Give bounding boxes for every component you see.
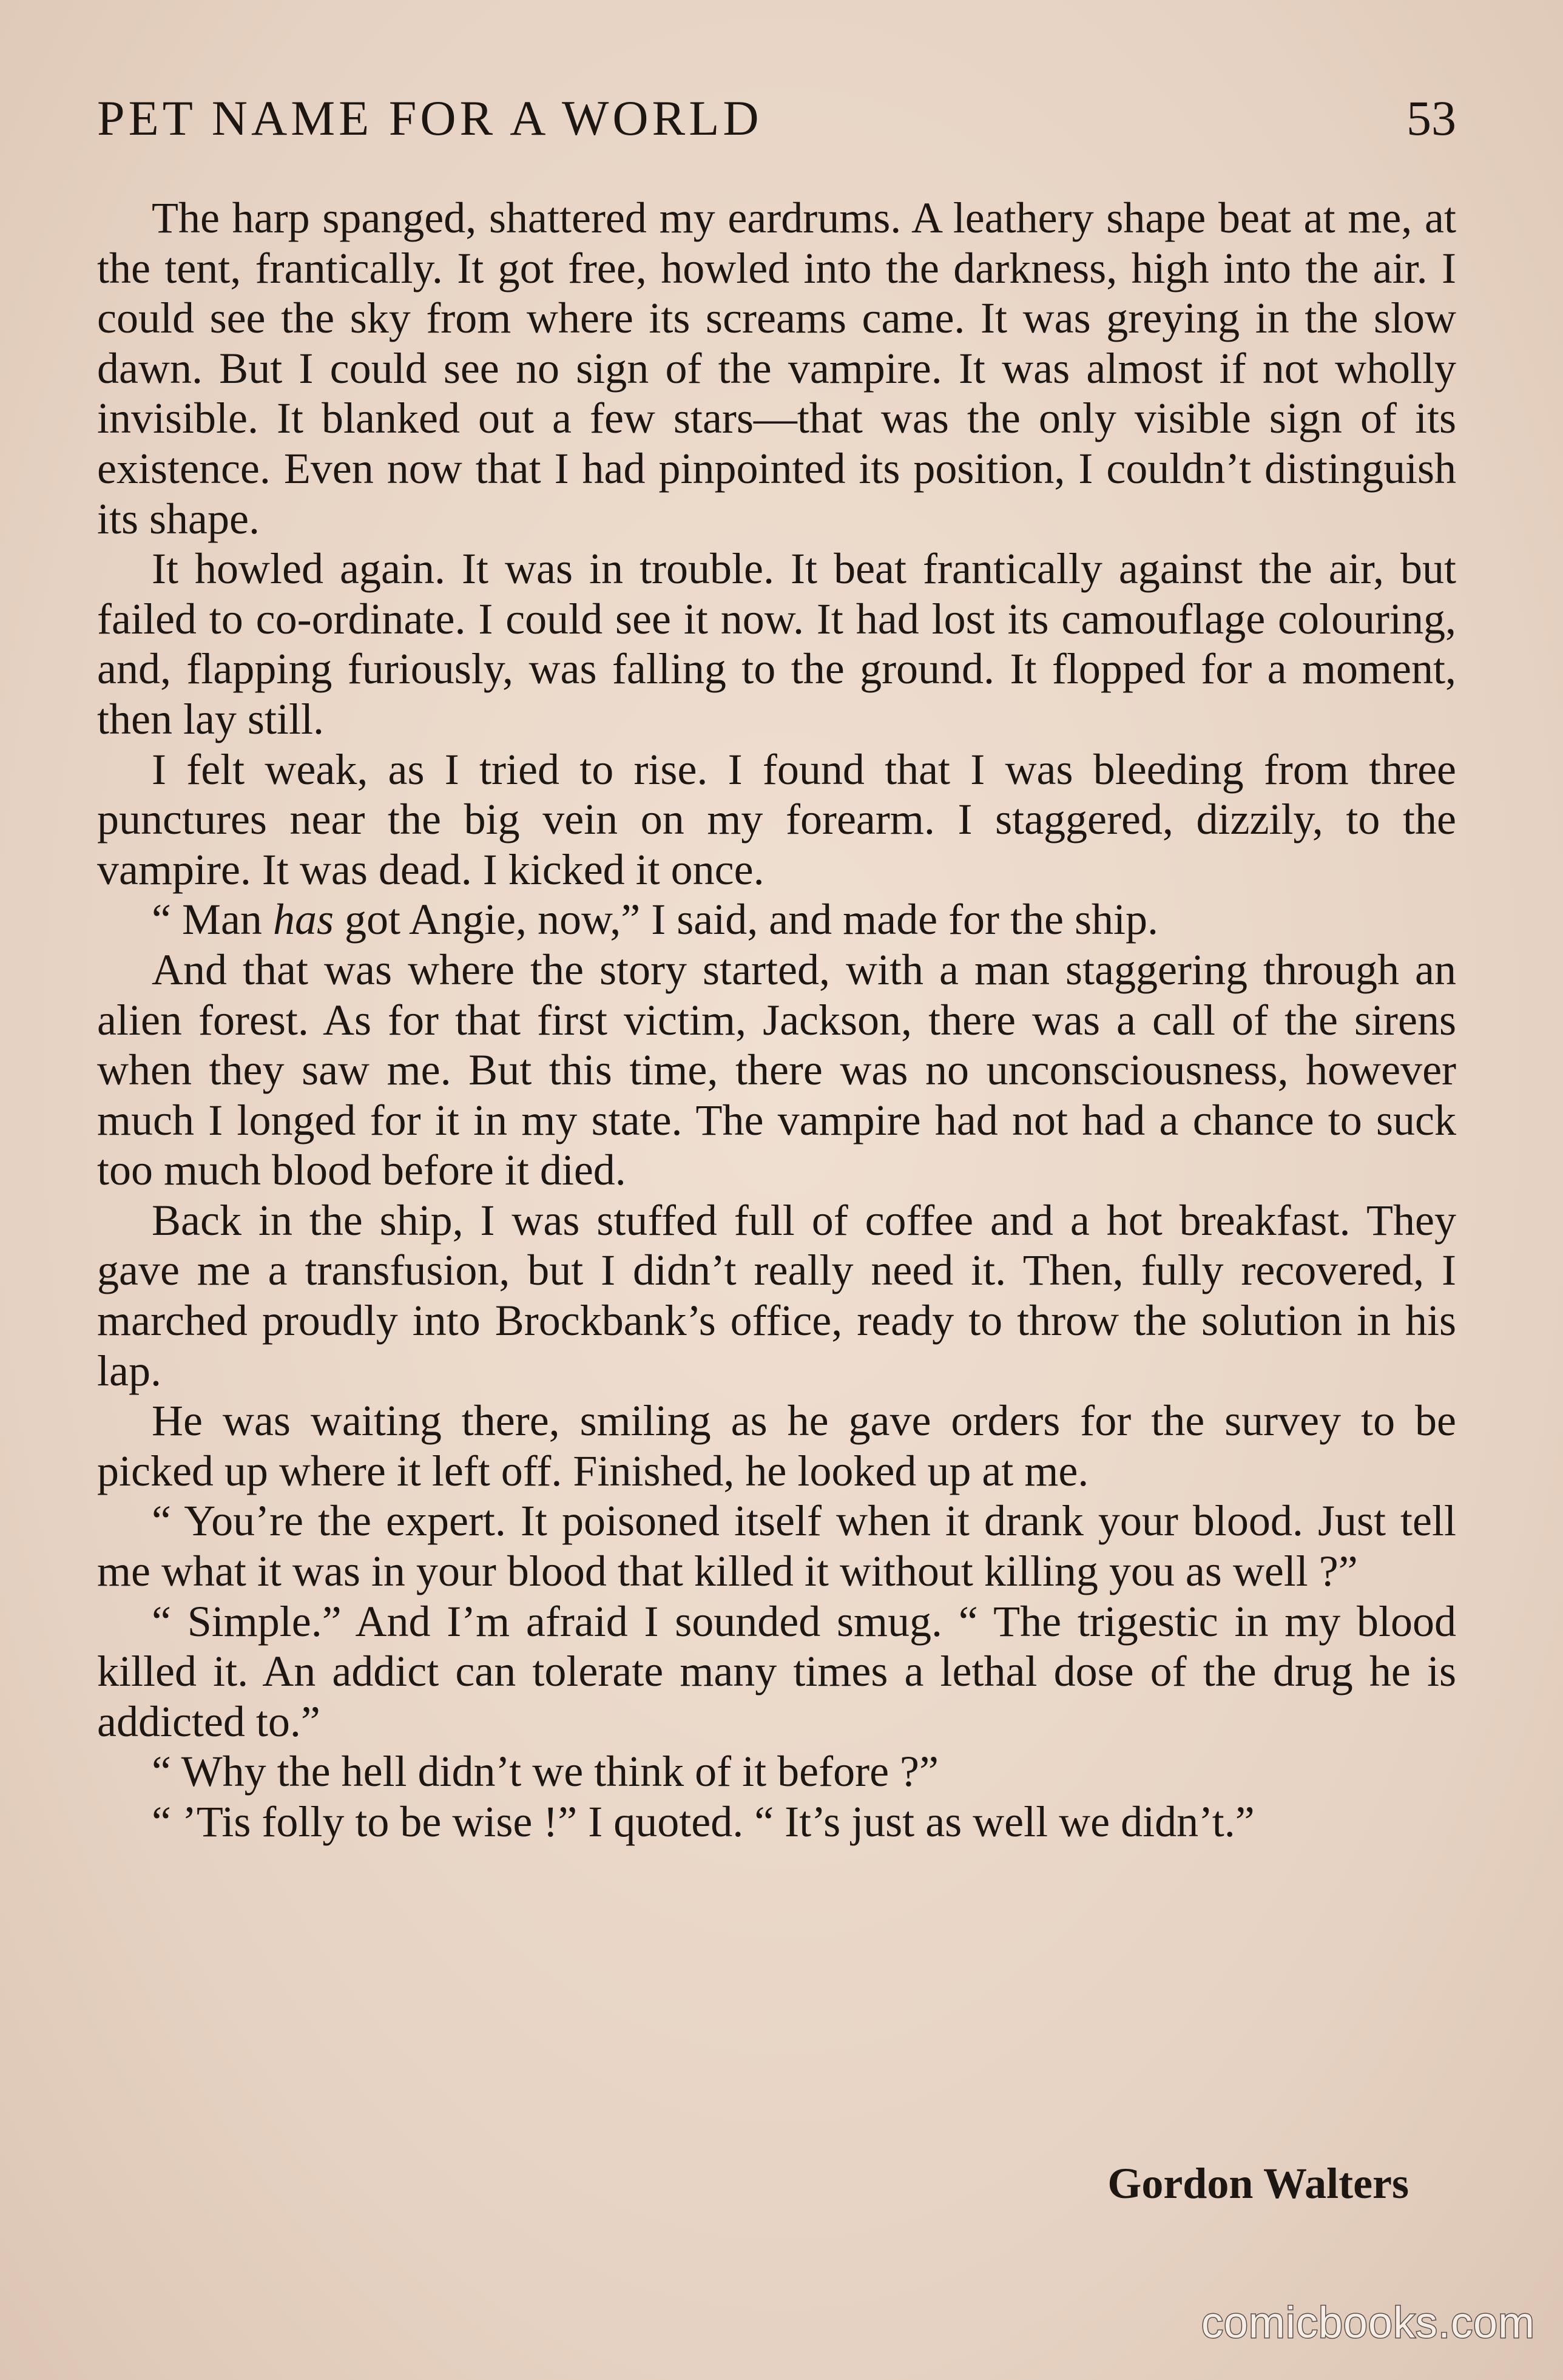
paragraph: Back in the ship, I was stuffed full of coffee and a hot breakfast. They gave me a transfusion, but I didn’t really need it. Then, fully recovered, I marched proudly into Brockbank’s office, ready to throw the solution in his lap.	[97, 1195, 1456, 1395]
paragraph: He was waiting there, smiling as he gave orders for the survey to be picked up where it left off. Finished, he looked up at me.	[97, 1396, 1456, 1495]
watermark: comicbooks.com	[1201, 2299, 1535, 2347]
paragraph: The harp spanged, shattered my eardrums. A leathery shape beat at me, at the tent, frantically. It got free, howled into the darkness, high into the air. I could see the sky from where its screams came. It was greying in the slow dawn. But I could see no sign of the vampire. It was almost if not wholly invisible. It blanked out a few stars—that was the only visible sign of its existence. Even now that I had pinpointed its position, I couldn’t distinguish its shape.	[97, 194, 1456, 543]
paragraph: It howled again. It was in trouble. It beat frantically against the air, but failed to co-ordinate. I could see it now. It had lost its camouflage colouring, and, flapping furiously, was falling to the ground. It flopped for a moment, then lay still.	[97, 544, 1456, 743]
running-title: PET NAME FOR A WORLD	[97, 90, 763, 146]
page-header	[97, 85, 1456, 152]
paragraph: I felt weak, as I tried to rise. I found that I was bleeding from three punctures near the big vein on my forearm. I staggered, dizzily, to the vampire. It was dead. I kicked it once.	[97, 745, 1456, 894]
story-text	[97, 193, 1456, 1847]
paragraph: “ Simple.” And I’m afraid I sounded smug. “ The trigestic in my blood killed it. An addict can tolerate many times a lethal dose of the drug he is addicted to.”	[97, 1597, 1456, 1746]
page-number: 53	[1406, 90, 1456, 146]
paragraph: “ You’re the expert. It poisoned itself when it drank your blood. Just tell me what it was in your blood that killed it without killing you as well ?”	[97, 1496, 1456, 1596]
paragraph: “ ’Tis folly to be wise !” I quoted. “ It’s just as well we didn’t.”	[152, 1797, 1255, 1846]
paragraph: And that was where the story started, with a man staggering through an alien forest. As for that first victim, Jackson, there was a call of the sirens when they saw me. But this time, there was no unconsciousness, however much I longed for it in my state. The vampire had not had a chance to suck too much blood before it died.	[97, 945, 1456, 1195]
paragraph: “ Why the hell didn’t we think of it before ?”	[152, 1747, 939, 1796]
author-signature: Gordon Walters	[1107, 2159, 1409, 2208]
paragraph: “ Man has got Angie, now,” I said, and made for the ship.	[152, 895, 1159, 944]
emphasis: has	[272, 895, 334, 944]
